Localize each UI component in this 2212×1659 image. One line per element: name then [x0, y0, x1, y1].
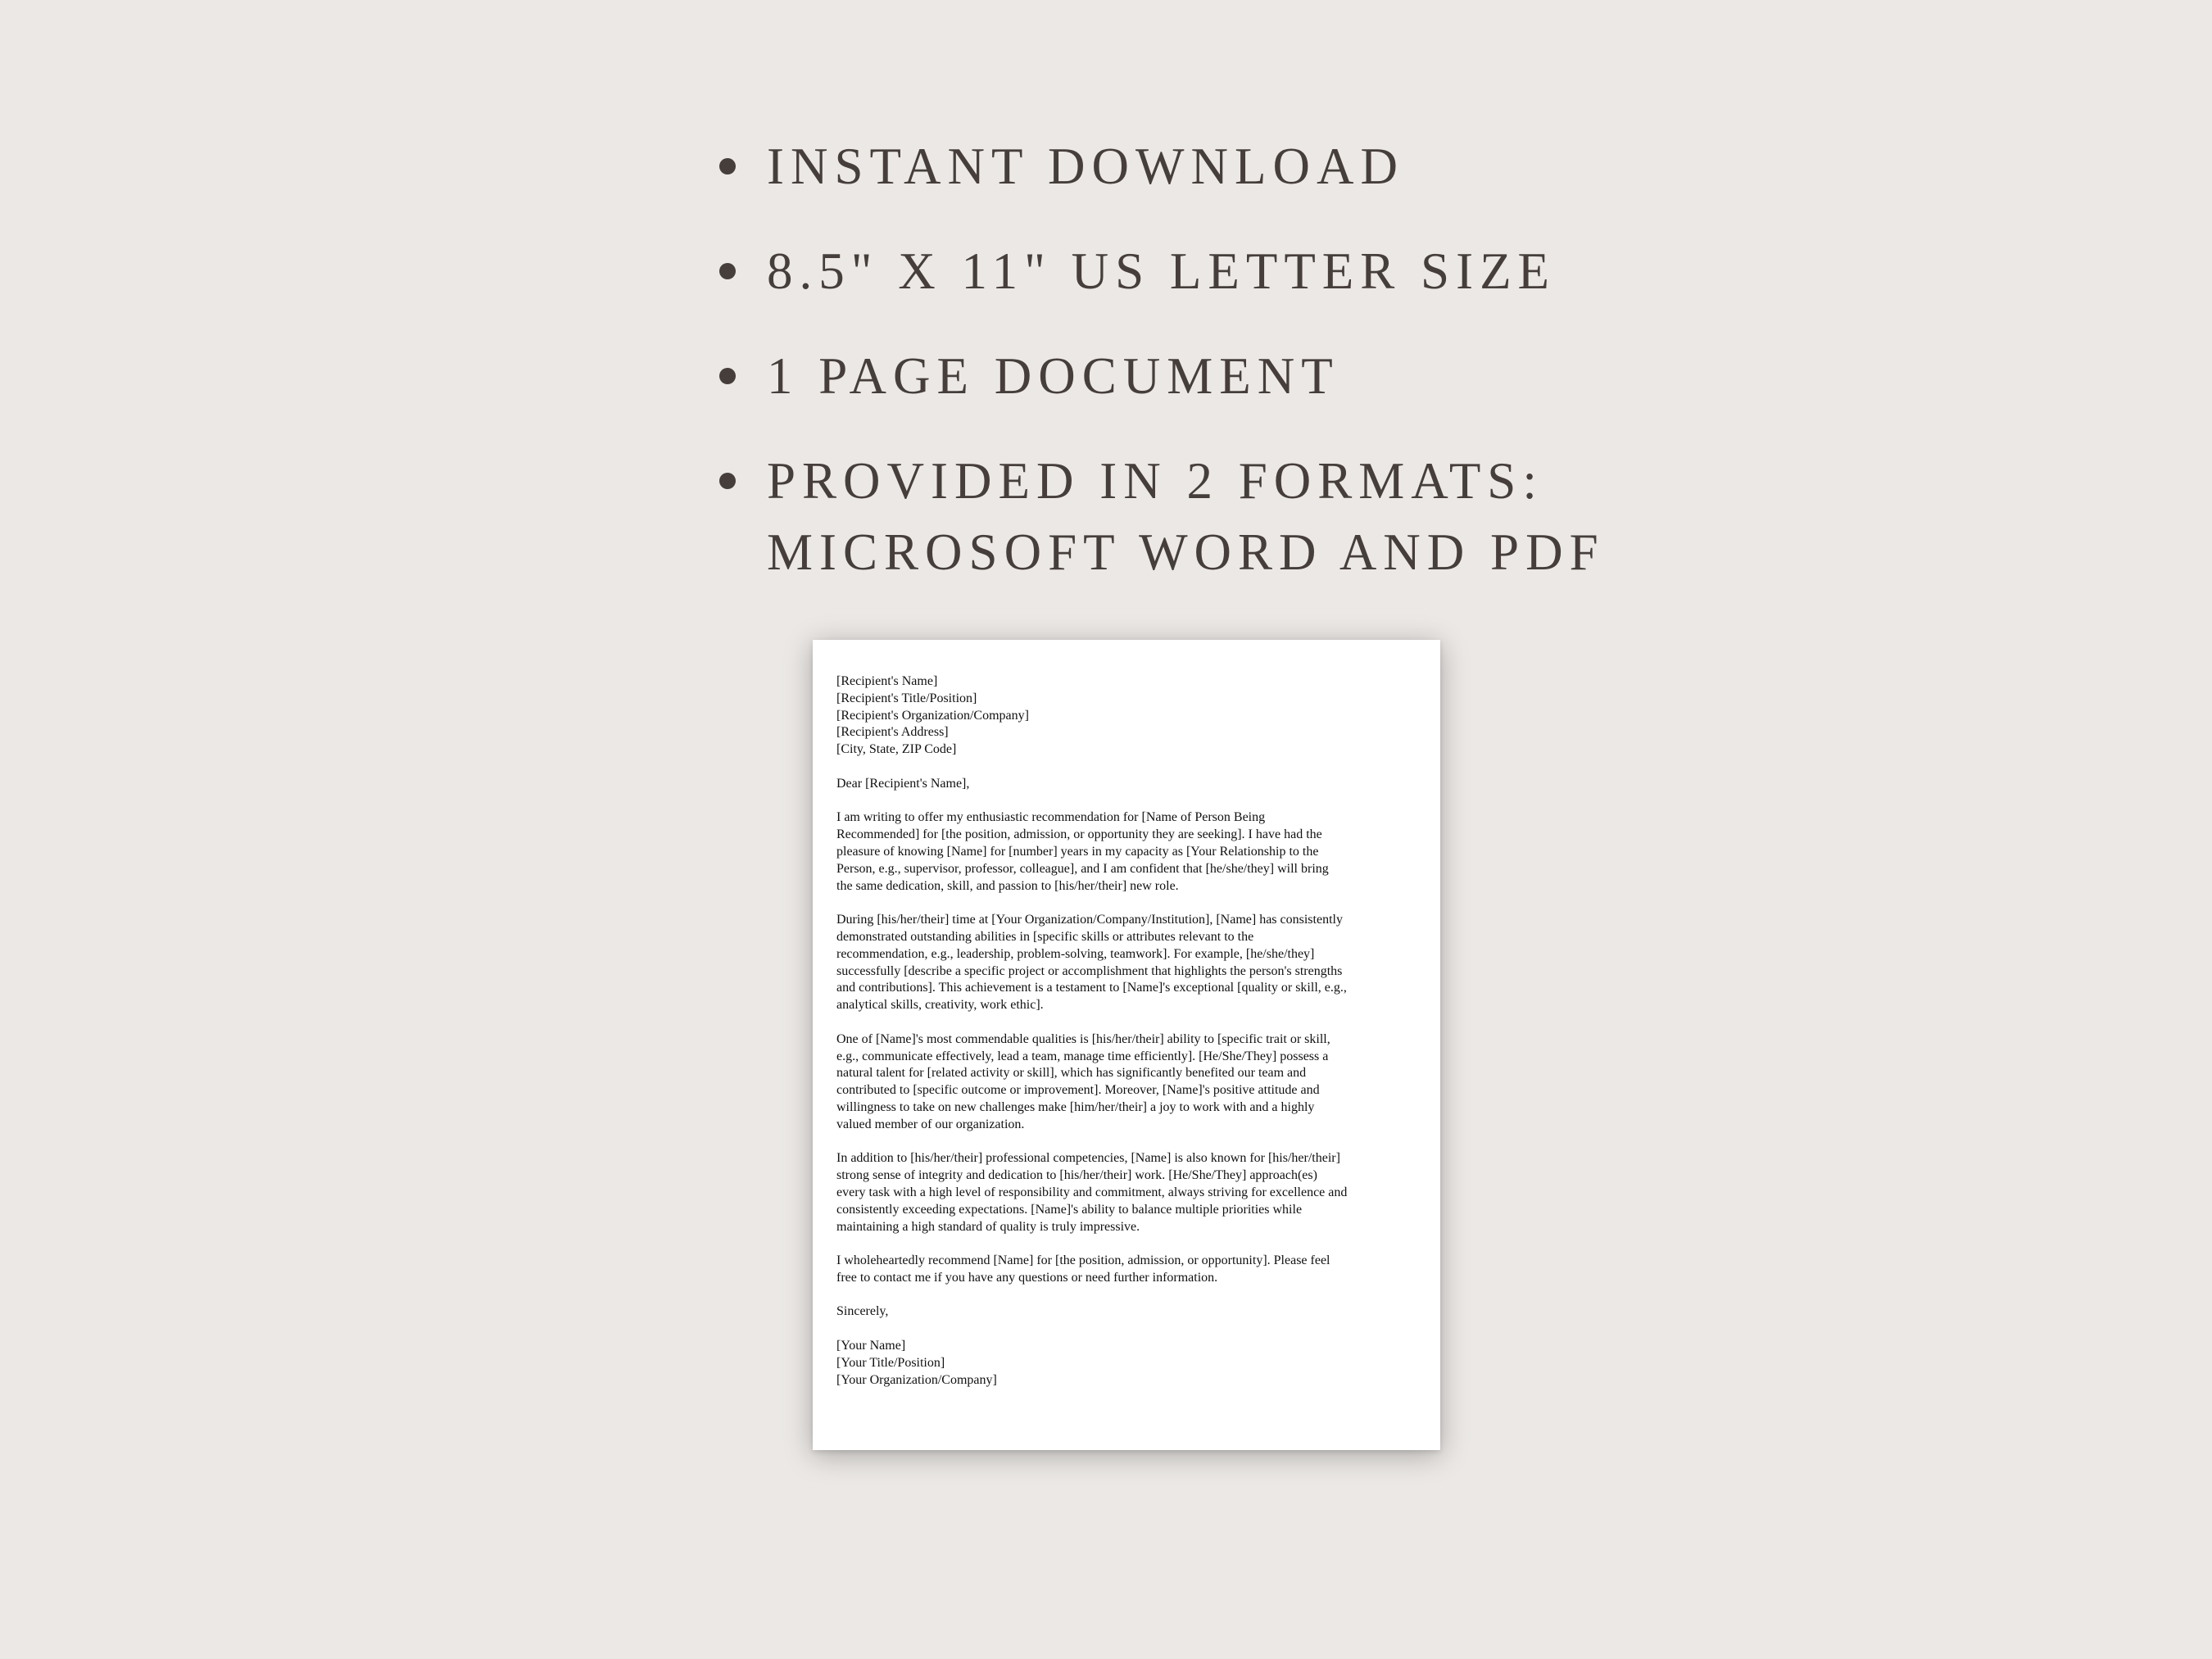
paragraph-line: successfully [describe a specific project or accomplishment that highlights the person's strengths [836, 963, 1343, 978]
letter-paragraph-5 [836, 1253, 1416, 1287]
paragraph-line: e.g., communicate effectively, lead a team, manage time efficiently]. [He/She/They] possess a [836, 1049, 1329, 1063]
feature-text: 1 PAGE DOCUMENT [767, 347, 1339, 405]
letter-preview-page [813, 640, 1440, 1450]
recipient-name-line: [Recipient's Name] [836, 674, 938, 688]
signature-title-line: [Your Title/Position] [836, 1355, 945, 1370]
paragraph-line: I wholeheartedly recommend [Name] for [the position, admission, or opportunity]. Please feel [836, 1253, 1330, 1268]
feature-item [719, 236, 1997, 307]
paragraph-line: recommendation, e.g., leadership, problem-solving, teamwork]. For example, [he/she/they] [836, 946, 1315, 961]
paragraph-line: consistently exceeding expectations. [Name]'s ability to balance multiple priorities while [836, 1202, 1303, 1217]
paragraph-line: pleasure of knowing [Name] for [number] years in my capacity as [Your Relationship to the [836, 844, 1319, 859]
closing-text: Sincerely, [836, 1304, 889, 1319]
paragraph-line: In addition to [his/her/their] professional competencies, [Name] is also known for [his/her/their] [836, 1151, 1340, 1166]
letter-paragraph-1 [836, 809, 1416, 895]
paragraph-line: willingness to take on new challenges make [him/her/their] a joy to work with and a highly [836, 1099, 1315, 1114]
recipient-city-line: [City, State, ZIP Code] [836, 742, 957, 757]
paragraph-line: strong sense of integrity and dedication to [his/her/their] work. [He/She/They] approach(es) [836, 1168, 1317, 1183]
feature-list [719, 131, 1997, 622]
recipient-organization-line: [Recipient's Organization/Company] [836, 708, 1029, 723]
letter-paragraph-2 [836, 912, 1416, 1014]
salutation [836, 776, 1416, 793]
letter-paragraph-4 [836, 1150, 1416, 1235]
feature-text: PROVIDED IN 2 FORMATS: [767, 452, 1543, 510]
salutation-text: Dear [Recipient's Name], [836, 776, 970, 791]
paragraph-line: contributed to [specific outcome or improvement]. Moreover, [Name]'s positive attitude and [836, 1083, 1320, 1098]
letter-paragraph-3 [836, 1031, 1416, 1134]
paragraph-line: free to contact me if you have any questions or need further information. [836, 1270, 1218, 1285]
paragraph-line: valued member of our organization. [836, 1117, 1025, 1131]
feature-item [719, 341, 1997, 412]
bullet-dot-icon [719, 368, 736, 384]
recipient-block [836, 673, 1416, 759]
paragraph-line: maintaining a high standard of quality is truly impressive. [836, 1219, 1140, 1234]
paragraph-line: the same dedication, skill, and passion to [his/her/their] new role. [836, 878, 1179, 893]
paragraph-line: I am writing to offer my enthusiastic recommendation for [Name of Person Being [836, 810, 1266, 825]
bullet-dot-icon [719, 263, 736, 279]
feature-text: 8.5" X 11" US LETTER SIZE [767, 243, 1557, 300]
feature-text: MICROSOFT WORD AND PDF [767, 524, 1605, 581]
paragraph-line: natural talent for [related activity or skill], which has significantly benefited our team and [836, 1066, 1307, 1081]
feature-item [719, 446, 1997, 588]
recipient-address-line: [Recipient's Address] [836, 725, 949, 740]
recipient-title-line: [Recipient's Title/Position] [836, 691, 977, 705]
paragraph-line: analytical skills, creativity, work ethic]. [836, 998, 1044, 1013]
paragraph-line: every task with a high level of responsibility and commitment, always striving for excellence and [836, 1185, 1348, 1199]
closing [836, 1303, 1416, 1321]
signature-name-line: [Your Name] [836, 1339, 906, 1353]
paragraph-line: Person, e.g., supervisor, professor, colleague], and I am confident that [he/she/they] will bring [836, 861, 1329, 876]
paragraph-line: and contributions]. This achievement is a testament to [Name]'s exceptional [quality or skill, e.g., [836, 981, 1347, 995]
signature-organization-line: [Your Organization/Company] [836, 1372, 997, 1387]
paragraph-line: During [his/her/their] time at [Your Organization/Company/Institution], [Name] has consistently [836, 913, 1343, 927]
bullet-dot-icon [719, 158, 736, 175]
feature-item [719, 131, 1997, 202]
paragraph-line: One of [Name]'s most commendable qualities is [his/her/their] ability to [specific trait or skill, [836, 1031, 1330, 1046]
paragraph-line: Recommended] for [the position, admission, or opportunity they are seeking]. I have had the [836, 827, 1322, 842]
paragraph-line: demonstrated outstanding abilities in [specific skills or attributes relevant to the [836, 929, 1254, 944]
signature-block [836, 1338, 1416, 1389]
feature-text: INSTANT DOWNLOAD [767, 138, 1404, 195]
bullet-dot-icon [719, 473, 736, 489]
